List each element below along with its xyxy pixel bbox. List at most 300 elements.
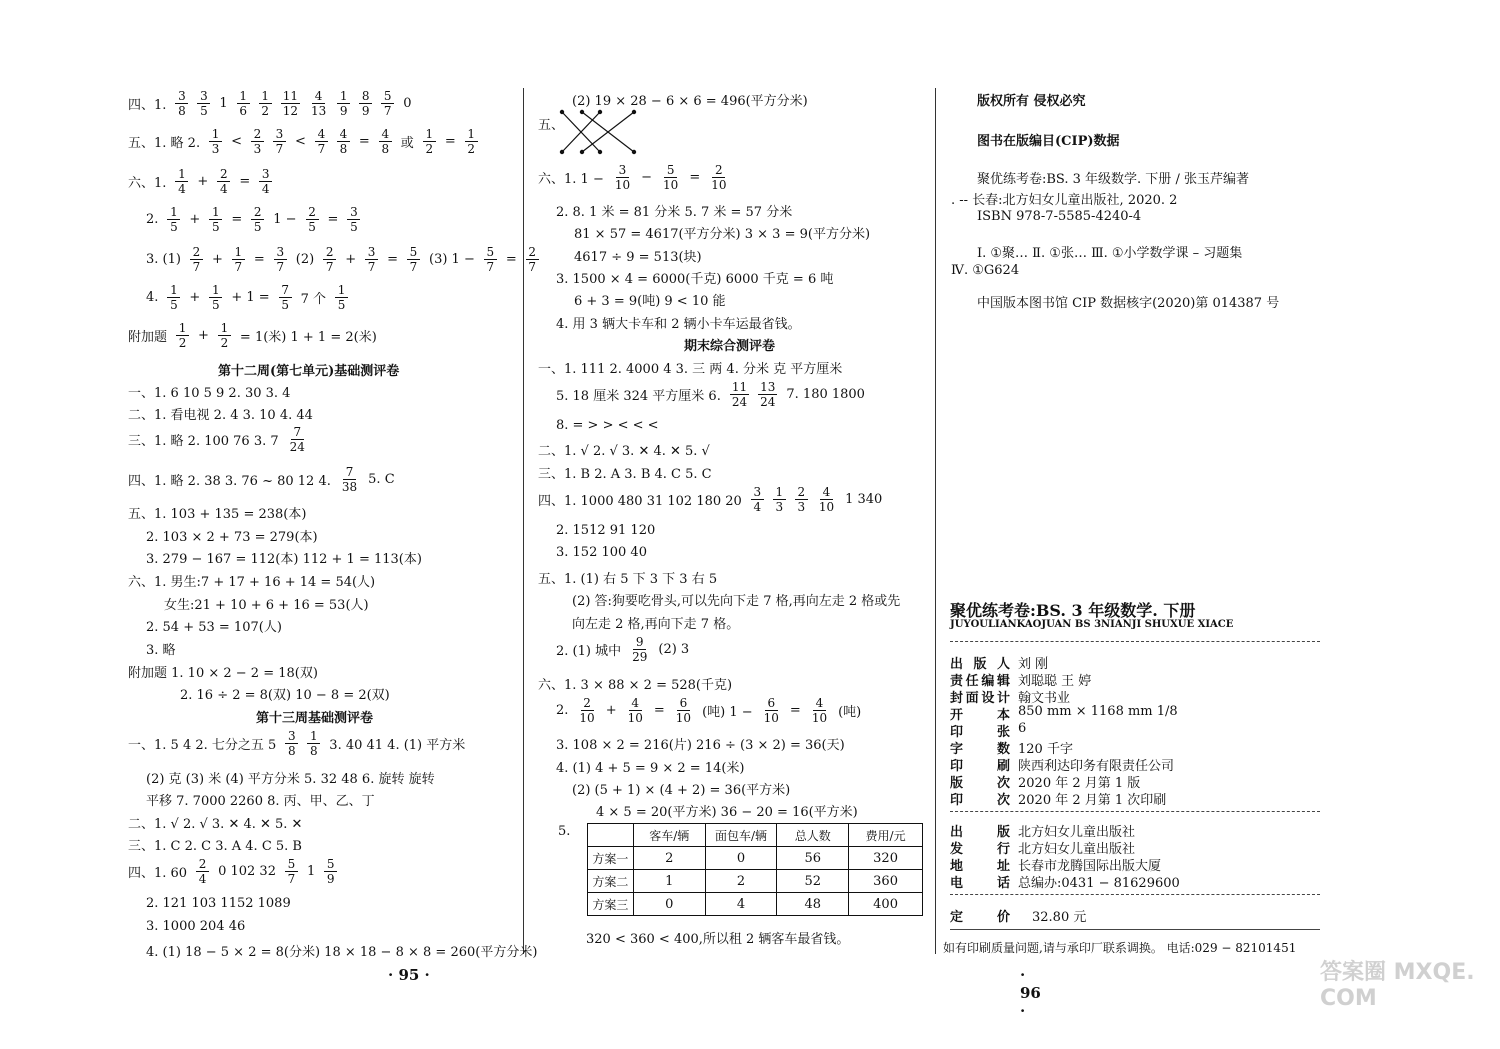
- cip-line-2: . -- 长春:北方妇女儿童出版社, 2020. 2: [951, 193, 1178, 208]
- numerator: 2: [306, 206, 319, 220]
- print-notice: 如有印刷质量问题,请与承印厂联系调换。 电话:029 − 82101451: [943, 941, 1297, 955]
- fraction: [762, 697, 781, 724]
- rule-top: [950, 641, 1320, 642]
- math-token: 1 340: [845, 492, 883, 507]
- fraction: [217, 168, 230, 195]
- numerator: 13: [760, 380, 776, 394]
- colophon-value: 120 千字: [1018, 742, 1073, 757]
- numerator: 4: [629, 697, 642, 711]
- math-token: +: [198, 328, 209, 343]
- fraction: [630, 636, 649, 663]
- line-liu-2: [146, 206, 369, 233]
- final-q6-4c: 4 × 5 = 20(平方米) 36 − 20 = 16(平方米): [596, 805, 858, 820]
- denominator: 6: [239, 104, 247, 118]
- colophon-value: 总编办:0431 − 81629600: [1018, 876, 1180, 891]
- denominator: 12: [282, 104, 298, 118]
- line-liu-4: [146, 284, 357, 311]
- final-q4-2: 2. 1512 91 120: [556, 523, 656, 538]
- denominator: 5: [281, 298, 289, 312]
- math-token: 0: [403, 96, 412, 111]
- watermark-text: 答案圈 MXQE.COM: [1320, 960, 1475, 1012]
- denominator: 24: [731, 395, 748, 409]
- numerator: 1: [259, 90, 272, 104]
- numerator: 2: [251, 206, 264, 220]
- fraction: [335, 284, 348, 311]
- math-token: =: [358, 134, 370, 149]
- fraction: [209, 284, 222, 311]
- line-liu-3: [146, 246, 548, 273]
- numerator: 11: [731, 380, 748, 394]
- table-row: [588, 870, 923, 893]
- colophon-label: 出 版 人: [950, 657, 1010, 672]
- book-title: 聚优练考卷:BS. 3 年级数学. 下册: [950, 601, 1196, 620]
- final-q5-3: [556, 636, 698, 663]
- left-column: [0, 0, 538, 1049]
- table-header-cell: 客车/辆: [633, 824, 705, 847]
- numerator: 2: [581, 697, 594, 711]
- math-token: 1 −: [273, 212, 297, 227]
- mid-liu-4: 4. 用 3 辆大卡车和 2 辆小卡车运最省钱。: [556, 317, 801, 332]
- line-label: 六、1. 1 −: [538, 172, 604, 187]
- final-q1c: 8. = > > < < <: [556, 418, 659, 433]
- math-token: =: [253, 252, 265, 267]
- denominator: 8: [287, 744, 296, 758]
- line-liu-1: [128, 168, 281, 195]
- line-label: 六、1.: [128, 176, 167, 191]
- denominator: 3: [775, 500, 784, 514]
- cip-line-4: Ⅰ. ①聚… Ⅱ. ①张… Ⅲ. ①小学数学课 – 习题集: [977, 246, 1243, 261]
- fraction: [324, 858, 337, 885]
- final-q4: [538, 486, 891, 513]
- week13-q4-2: 2. 121 103 1152 1089: [146, 896, 291, 911]
- price-label: 定 价: [950, 910, 1010, 925]
- denominator: 3: [253, 142, 262, 156]
- denominator: 10: [614, 178, 631, 192]
- line-label: 三、1. 略 2. 100 76 3. 7: [128, 434, 279, 449]
- fraction: [773, 486, 786, 513]
- price-value: 32.80 元: [1032, 910, 1087, 925]
- fraction: [758, 381, 777, 408]
- fraction: [465, 128, 478, 155]
- table-row: [588, 893, 923, 916]
- week12-q2: 二、1. 看电视 2. 4 3. 10 4. 44: [128, 408, 313, 423]
- rule-bottom: [950, 894, 1320, 895]
- denominator: 8: [309, 744, 318, 758]
- fraction: [259, 168, 272, 195]
- fraction: [423, 128, 436, 155]
- week12-q5-3: 3. 279 − 167 = 112(本) 112 + 1 = 113(本): [146, 552, 422, 567]
- denominator: 7: [486, 260, 495, 274]
- price-row: [950, 906, 1086, 925]
- math-token: =: [231, 212, 243, 227]
- denominator: 3: [211, 142, 220, 156]
- denominator: 5: [211, 298, 220, 312]
- week12-q3: [128, 426, 316, 453]
- numerator: 4: [337, 128, 350, 142]
- cip-title: 图书在版编目(CIP)数据: [977, 134, 1120, 149]
- numerator: 4: [820, 486, 833, 500]
- denominator: 10: [627, 711, 643, 725]
- fraction: [379, 128, 392, 155]
- numerator: 1: [209, 206, 222, 220]
- colophon-label: 出 版: [950, 825, 1010, 840]
- colophon-label: 印 刷: [950, 759, 1010, 774]
- fraction: [175, 90, 188, 117]
- fraction: [274, 246, 287, 273]
- final-q6-4: 4. (1) 4 + 5 = 9 × 2 = 14(米): [556, 761, 745, 776]
- colophon-row: [950, 789, 1166, 808]
- numerator: 5: [407, 246, 420, 260]
- fraction: [484, 246, 497, 273]
- week12-q5-1: 五、1. 103 + 135 = 238(本): [128, 507, 307, 522]
- week12-q6-1: 六、1. 男生:7 + 17 + 16 + 14 = 54(人): [128, 575, 376, 590]
- week12-q6-1b: 女生:21 + 10 + 6 + 16 = 53(人): [164, 598, 369, 613]
- fraction: [340, 466, 359, 493]
- final-conclusion: 320 < 360 < 400,所以租 2 辆客车最省钱。: [586, 932, 850, 947]
- numerator: 3: [273, 128, 286, 142]
- table-cell: 方案一: [588, 847, 634, 870]
- week13-q4-3: 3. 1000 204 46: [146, 919, 246, 934]
- line-label: 四、1.: [128, 98, 167, 113]
- fraction: [175, 168, 188, 195]
- numerator: 2: [712, 164, 725, 178]
- math-token: 3. 40 41 4. (1) 平方米: [329, 738, 466, 753]
- colophon-value: 刘聪聪 王 婷: [1018, 674, 1092, 689]
- table-header-row: [588, 824, 923, 847]
- line-label: 3. (1): [146, 252, 181, 267]
- fraction: [167, 206, 180, 233]
- denominator: 7: [192, 260, 201, 274]
- denominator: 24: [760, 395, 776, 409]
- final-q6-1: 六、1. 3 × 88 × 2 = 528(千克): [538, 678, 733, 693]
- numerator: 3: [616, 164, 629, 178]
- final-q6-3: 3. 108 × 2 = 216(片) 216 ÷ (3 × 2) = 36(天): [556, 738, 845, 753]
- fraction: [810, 697, 829, 724]
- numerator: 7: [291, 426, 304, 440]
- denominator: 2: [220, 336, 229, 350]
- fraction: [347, 206, 360, 233]
- colophon-value: 850 mm × 1168 mm 1/8: [1018, 704, 1178, 719]
- final-q3: 三、1. B 2. A 3. B 4. C 5. C: [538, 467, 712, 482]
- numerator: 2: [196, 858, 209, 872]
- math-token: =: [387, 252, 398, 267]
- denominator: 4: [261, 182, 270, 196]
- numerator: 9: [633, 636, 646, 650]
- math-token: =: [653, 703, 665, 718]
- week13-q1b: (2) 克 (3) 米 (4) 平方分米 5. 32 48 6. 旋转 旋转: [146, 772, 435, 787]
- denominator: 5: [337, 298, 346, 312]
- math-token: =: [689, 170, 701, 185]
- table-cell: 320: [849, 847, 923, 870]
- table-cell: 56: [777, 847, 849, 870]
- colophon-value: 6: [1018, 721, 1027, 736]
- final-q1b: [556, 381, 874, 408]
- numerator: 2: [323, 246, 336, 260]
- numerator: 5: [324, 858, 337, 872]
- denominator: 8: [339, 142, 348, 156]
- math-token: +: [197, 174, 209, 189]
- colophon-value: 北方妇女儿童出版社: [1018, 825, 1136, 840]
- colophon-value: 长春市龙腾国际出版大厦: [1018, 859, 1162, 874]
- numerator: 3: [365, 246, 378, 260]
- table-cell: 360: [849, 870, 923, 893]
- final-q6-4b: (2) (5 + 1) × (4 + 2) = 36(平方米): [572, 783, 791, 798]
- numerator: 1: [218, 322, 231, 336]
- fraction: [817, 486, 836, 513]
- math-token: =: [444, 134, 456, 149]
- week12-q1: 一、1. 6 10 5 9 2. 30 3. 4: [128, 386, 291, 401]
- week12-fujia-2: 2. 16 ÷ 2 = 8(双) 10 − 8 = 2(双): [180, 688, 390, 703]
- matching-lines-diagram: [558, 108, 640, 156]
- colophon-value: 刘 刚: [1018, 657, 1049, 672]
- math-token: +: [189, 212, 201, 227]
- denominator: 5: [253, 220, 262, 234]
- heading-final: 期末综合测评卷: [684, 339, 776, 354]
- line-label: 四、1. 1000 480 31 102 180 20: [538, 494, 742, 509]
- math-token: =: [327, 212, 339, 227]
- denominator: 7: [234, 260, 243, 274]
- numerator: 3: [274, 246, 287, 260]
- denominator: 29: [632, 650, 648, 664]
- denominator: 2: [425, 142, 434, 156]
- numerator: 4: [315, 128, 328, 142]
- denominator: 10: [663, 178, 679, 192]
- line-si: [128, 90, 421, 117]
- numerator: 2: [526, 246, 539, 260]
- numerator: 1: [465, 128, 478, 142]
- math-token: 5. C: [368, 472, 395, 487]
- fraction: [709, 164, 728, 191]
- numerator: 2: [251, 128, 264, 142]
- table-cell: 4: [705, 893, 777, 916]
- denominator: 9: [361, 104, 370, 118]
- fraction: [730, 381, 749, 408]
- right-column: [935, 0, 1500, 1049]
- denominator: 5: [170, 220, 178, 234]
- denominator: 7: [367, 260, 376, 274]
- colophon-label: 开 本: [950, 708, 1010, 723]
- fraction: [237, 90, 250, 117]
- heading-week13: 第十三周基础测评卷: [256, 711, 374, 726]
- numerator: 4: [813, 697, 826, 711]
- numerator: 1: [423, 128, 436, 142]
- math-token: =: [789, 703, 801, 718]
- numerator: 11: [282, 89, 298, 103]
- fraction: [337, 90, 350, 117]
- math-token: = 1(米) 1 + 1 = 2(米): [239, 330, 377, 345]
- denominator: 4: [753, 500, 762, 514]
- mid-liu-2b: 81 × 57 = 4617(平方分米) 3 × 3 = 9(平方分米): [574, 227, 871, 242]
- numerator: 1: [167, 206, 180, 220]
- denominator: 10: [579, 711, 595, 725]
- denominator: 4: [198, 872, 207, 886]
- numerator: 1: [232, 246, 245, 260]
- math-token: +: [211, 252, 223, 267]
- colophon-label: 印 张: [950, 725, 1010, 740]
- table-header-cell: 费用/元: [849, 824, 923, 847]
- denominator: 10: [763, 711, 779, 725]
- numerator: 1: [209, 128, 222, 142]
- numerator: 6: [765, 697, 778, 711]
- fraction: [285, 858, 298, 885]
- fraction: [795, 486, 808, 513]
- numerator: 1: [773, 486, 786, 500]
- colophon-value: 2020 年 2 月第 1 版: [1018, 776, 1141, 791]
- denominator: 7: [317, 142, 326, 156]
- denominator: 10: [675, 711, 692, 725]
- math-token: (3) 1 −: [429, 252, 475, 267]
- numerator: 3: [751, 486, 764, 500]
- line-label: 5. 18 厘米 324 平方厘米 6.: [556, 389, 721, 404]
- denominator: 7: [528, 260, 537, 274]
- week13-q4-4: 4. (1) 18 − 5 × 2 = 8(分米) 18 × 18 − 8 × 8 = 260(平方分米): [146, 945, 538, 960]
- numerator: 3: [347, 206, 360, 220]
- line-label: 一、1. 5 4 2. 七分之五 5: [128, 738, 277, 753]
- fraction: [259, 90, 272, 117]
- final-q6-5: 5.: [558, 824, 571, 839]
- denominator: 10: [711, 178, 727, 192]
- final-q4-3: 3. 152 100 40: [556, 545, 647, 560]
- denominator: 5: [308, 220, 316, 234]
- numerator: 7: [343, 466, 356, 480]
- fraction: [315, 128, 328, 155]
- numerator: 2: [190, 246, 203, 260]
- table-header-cell: [588, 824, 634, 847]
- table-cell: 0: [633, 893, 705, 916]
- numerator: 1: [335, 284, 348, 298]
- week12-q4: [128, 466, 404, 493]
- mid-line-0: (2) 19 × 28 − 6 × 6 = 496(平方分米): [572, 94, 808, 109]
- math-token: 1: [306, 864, 316, 879]
- table-row: [588, 847, 923, 870]
- colophon-value: 陕西利达印务有限责任公司: [1018, 759, 1175, 774]
- denominator: 2: [178, 336, 187, 350]
- numerator: 1: [175, 168, 188, 182]
- table-cell: 方案二: [588, 870, 634, 893]
- fraction: [285, 730, 298, 757]
- fraction: [167, 284, 180, 311]
- colophon-label: 封 面 设 计: [950, 691, 1010, 706]
- math-token: (吨) 1 −: [702, 705, 753, 720]
- colophon-label: 字 数: [950, 742, 1010, 757]
- math-token: =: [505, 252, 517, 267]
- denominator: 10: [811, 711, 828, 725]
- colophon-label: 责 任 编 辑: [950, 674, 1010, 689]
- fraction: [251, 128, 264, 155]
- math-token: 7. 180 1800: [786, 387, 865, 402]
- numerator: 6: [677, 697, 690, 711]
- colophon-row: [950, 872, 1180, 891]
- line-fujia: [128, 322, 386, 349]
- table-header-cell: 面包车/辆: [705, 824, 777, 847]
- fraction: [197, 90, 210, 117]
- denominator: 3: [797, 500, 806, 514]
- fraction: [323, 246, 336, 273]
- denominator: 9: [339, 104, 348, 118]
- fraction: [337, 128, 350, 155]
- line-label: 四、1. 略 2. 38 3. 76 ~ 80 12 4.: [128, 474, 331, 489]
- fraction: [626, 697, 645, 724]
- denominator: 7: [275, 142, 284, 156]
- denominator: 7: [409, 260, 418, 274]
- math-token: (2): [295, 252, 315, 267]
- final-q1: 一、1. 111 2. 4000 4 3. 三 两 4. 分米 克 平方厘米: [538, 362, 843, 377]
- week12-q6-2: 2. 54 + 53 = 107(人): [146, 620, 282, 635]
- denominator: 7: [325, 260, 334, 274]
- page-number-96: · 96 ·: [1020, 966, 1041, 1020]
- colophon-label: 电 话: [950, 876, 1010, 891]
- fraction: [661, 164, 680, 191]
- numerator: 2: [217, 168, 230, 182]
- table-cell: 2: [633, 847, 705, 870]
- fraction: [209, 206, 222, 233]
- math-token: <: [231, 134, 242, 149]
- denominator: 2: [467, 142, 476, 156]
- fraction: [674, 697, 693, 724]
- denominator: 9: [326, 872, 335, 886]
- plan-table: [587, 823, 923, 916]
- table-cell: 2: [705, 870, 777, 893]
- watermark-logo: [1320, 960, 1490, 1013]
- colophon-label: 印 次: [950, 793, 1010, 808]
- week13-q3: 三、1. C 2. C 3. A 4. C 5. B: [128, 839, 302, 854]
- denominator: 5: [170, 298, 178, 312]
- math-token: (2) 3: [658, 642, 690, 657]
- numerator: 3: [259, 168, 272, 182]
- week13-q1c: 平移 7. 7000 2260 8. 丙、甲、乙、丁: [146, 794, 375, 809]
- page-number-95: · 95 ·: [388, 966, 430, 984]
- fraction: [251, 206, 264, 233]
- numerator: 7: [279, 284, 292, 298]
- colophon-value: 翰文书业: [1018, 691, 1071, 706]
- fraction: [751, 486, 764, 513]
- numerator: 1: [209, 284, 222, 298]
- numerator: 1: [167, 284, 180, 298]
- fraction: [407, 246, 420, 273]
- heading-week12: 第十二周(第七单元)基础测评卷: [218, 364, 400, 379]
- colophon-label: 版 次: [950, 776, 1010, 791]
- final-q2: 二、1. √ 2. √ 3. ✕ 4. ✕ 5. √: [538, 444, 710, 459]
- denominator: 5: [211, 220, 220, 234]
- fraction: [281, 90, 300, 117]
- fraction: [359, 90, 372, 117]
- final-q5-2: (2) 答:狗要吃骨头,可以先向下走 7 格,再向左走 2 格或先: [572, 594, 901, 609]
- line-wu: [128, 128, 487, 155]
- numerator: 3: [175, 90, 188, 104]
- week13-q4: [128, 858, 346, 885]
- denominator: 4: [178, 182, 186, 196]
- fraction: [577, 697, 596, 724]
- line-label: 4.: [146, 290, 159, 305]
- rights-reserved: 版权所有 侵权必究: [977, 94, 1086, 109]
- numerator: 3: [197, 90, 210, 104]
- table-cell: 1: [633, 870, 705, 893]
- colophon-label: 地 址: [950, 859, 1010, 874]
- fraction: [196, 858, 209, 885]
- math-token: +: [345, 252, 357, 267]
- fraction: [365, 246, 378, 273]
- final-q5-2b: 向左走 2 格,再向下走 7 格。: [572, 617, 740, 632]
- fraction: [288, 426, 307, 453]
- numerator: 5: [285, 858, 298, 872]
- fraction: [309, 90, 328, 117]
- week12-fujia-1: 附加题 1. 10 × 2 − 2 = 18(双): [128, 666, 318, 681]
- denominator: 8: [381, 142, 390, 156]
- cip-line-5: Ⅳ. ①G624: [951, 263, 1020, 278]
- table-cell: 0: [705, 847, 777, 870]
- line-label: 2.: [556, 703, 569, 718]
- fraction: [232, 246, 245, 273]
